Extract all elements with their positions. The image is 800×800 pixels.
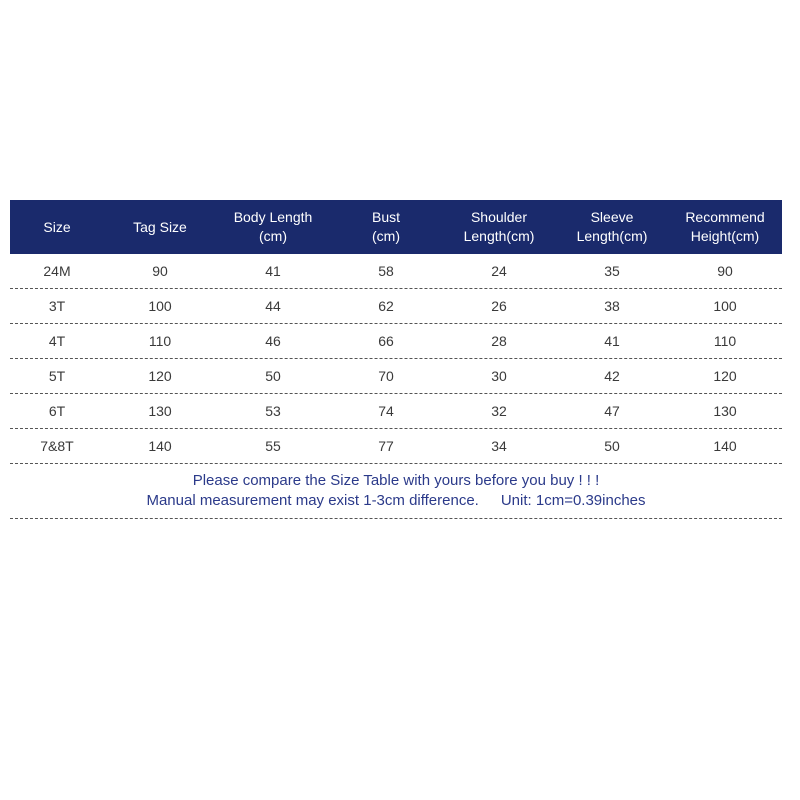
header-tag-size: Tag Size [133, 218, 187, 235]
table-cell: 58 [378, 263, 394, 279]
table-cell: 66 [378, 333, 394, 349]
header-shoulder-length: Shoulder Length(cm) [463, 209, 535, 244]
table-cell: 74 [378, 403, 394, 419]
table-cell: 53 [265, 403, 281, 419]
table-cell: 30 [491, 368, 507, 384]
table-cell: 110 [148, 333, 172, 349]
table-cell: 32 [491, 403, 507, 419]
table-cell: 26 [491, 298, 507, 314]
table-cell: 130 [713, 403, 737, 419]
header-recommend-height: Recommend Height(cm) [685, 209, 765, 244]
table-cell: 120 [713, 368, 737, 384]
table-cell: 90 [152, 263, 168, 279]
table-header-row [10, 200, 782, 254]
table-cell: 35 [604, 263, 620, 279]
table-cell: 100 [148, 298, 172, 314]
size-table [10, 200, 782, 519]
table-row [10, 289, 782, 324]
table-cell: 42 [604, 368, 620, 384]
table-cell: 140 [148, 438, 172, 454]
table-cell: 70 [378, 368, 394, 384]
table-cell: 90 [717, 263, 733, 279]
header-bust: Bust (cm) [371, 209, 400, 244]
table-cell: 3T [48, 298, 66, 314]
table-cell: 28 [491, 333, 507, 349]
table-cell: 47 [604, 403, 620, 419]
measurement-note [146, 491, 645, 511]
table-cell: 7&8T [40, 438, 74, 454]
table-cell: 38 [604, 298, 620, 314]
compare-note: Please compare the Size Table with yours before you buy ! ! ! [192, 472, 600, 489]
table-cell: 62 [378, 298, 394, 314]
table-cell: 41 [604, 333, 620, 349]
table-cell: 24 [491, 263, 507, 279]
table-cell: 50 [265, 368, 281, 384]
table-row [10, 254, 782, 289]
unit-note: Unit: 1cm=0.39inches [500, 492, 646, 509]
table-cell: 24M [43, 263, 71, 279]
table-cell: 46 [265, 333, 281, 349]
table-row [10, 394, 782, 429]
table-cell: 55 [265, 438, 281, 454]
header-body-length: Body Length (cm) [233, 209, 313, 244]
difference-note: Manual measurement may exist 1-3cm difference. [146, 492, 479, 509]
table-cell: 110 [713, 333, 737, 349]
table-row [10, 429, 782, 464]
table-cell: 4T [48, 333, 66, 349]
table-cell: 140 [713, 438, 737, 454]
table-cell: 77 [378, 438, 394, 454]
table-cell: 5T [48, 368, 66, 384]
table-cell: 41 [265, 263, 281, 279]
header-sleeve-length: Sleeve Length(cm) [576, 209, 648, 244]
table-cell: 44 [265, 298, 281, 314]
table-cell: 6T [48, 403, 66, 419]
table-cell: 130 [148, 403, 172, 419]
table-cell: 50 [604, 438, 620, 454]
table-cell: 120 [148, 368, 172, 384]
table-cell: 34 [491, 438, 507, 454]
table-row [10, 324, 782, 359]
table-row [10, 359, 782, 394]
header-size: Size [43, 218, 71, 235]
size-note [10, 464, 782, 519]
table-cell: 100 [713, 298, 737, 314]
